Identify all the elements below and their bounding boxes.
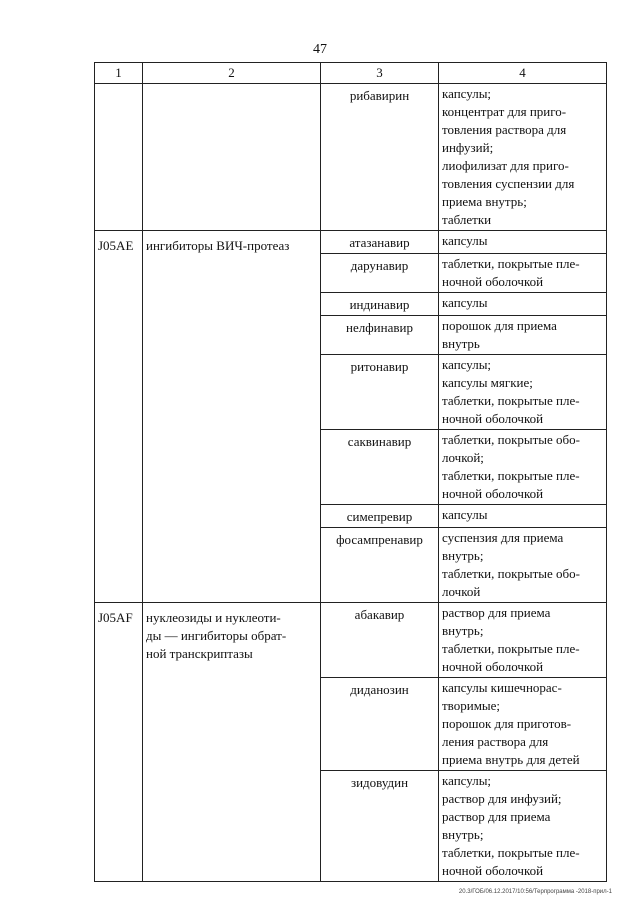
dosage-forms: [439, 293, 607, 316]
form-line: внутрь: [442, 336, 480, 351]
group-name-line: ды — ингибиторы обрат-: [146, 628, 287, 643]
drug-name: абакавир: [321, 603, 439, 678]
form-line: таблетки, покрытые пле-: [442, 845, 580, 860]
group-name-line: ной транскриптазы: [146, 646, 253, 661]
form-line: таблетки: [442, 212, 492, 227]
drug-name: ритонавир: [321, 355, 439, 430]
form-line: ночной оболочкой: [442, 411, 544, 426]
form-line: капсулы;: [442, 773, 492, 788]
table-row: [95, 84, 607, 231]
form-line: ночной оболочкой: [442, 486, 544, 501]
form-line: таблетки, покрытые пле-: [442, 468, 580, 483]
header-col-1: 1: [95, 63, 143, 84]
dosage-forms: [439, 430, 607, 505]
form-line: порошок для приема: [442, 318, 557, 333]
drug-table: [94, 62, 607, 882]
form-line: творимые;: [442, 698, 501, 713]
form-line: таблетки, покрытые обо-: [442, 432, 580, 447]
form-line: ночной оболочкой: [442, 659, 544, 674]
dosage-forms: [439, 254, 607, 293]
form-line: раствор для приема: [442, 809, 551, 824]
drug-name: индинавир: [321, 293, 439, 316]
form-line: суспензия для приема: [442, 530, 564, 545]
form-line: таблетки, покрытые обо-: [442, 566, 580, 581]
header-col-4: 4: [439, 63, 607, 84]
form-line: раствор для приема: [442, 605, 551, 620]
form-line: ночной оболочкой: [442, 863, 544, 878]
form-line: ления раствора для: [442, 734, 549, 749]
dosage-forms: [439, 231, 607, 254]
table-row: [95, 231, 607, 254]
drug-name: рибавирин: [321, 84, 439, 231]
form-line: внутрь;: [442, 827, 484, 842]
form-line: внутрь;: [442, 548, 484, 563]
form-line: лочкой: [442, 584, 481, 599]
dosage-forms: [439, 84, 607, 231]
form-line: товления раствора для: [442, 122, 567, 137]
form-line: порошок для приготов-: [442, 716, 572, 731]
drug-name: атазанавир: [321, 231, 439, 254]
dosage-forms: [439, 528, 607, 603]
form-line: концентрат для приго-: [442, 104, 567, 119]
form-line: капсулы мягкие;: [442, 375, 533, 390]
dosage-forms: [439, 771, 607, 882]
drug-name: саквинавир: [321, 430, 439, 505]
form-line: капсулы: [442, 507, 488, 522]
dosage-forms: [439, 603, 607, 678]
dosage-forms: [439, 505, 607, 528]
form-line: приема внутрь;: [442, 194, 527, 209]
dosage-forms: [439, 678, 607, 771]
form-line: таблетки, покрытые пле-: [442, 256, 580, 271]
form-line: товления суспензии для: [442, 176, 575, 191]
form-line: лочкой;: [442, 450, 484, 465]
dosage-forms: [439, 355, 607, 430]
dosage-forms: [439, 316, 607, 355]
group-name-line: нуклеозиды и нуклеоти-: [146, 610, 281, 625]
drug-name: дарунавир: [321, 254, 439, 293]
drug-name: нелфинавир: [321, 316, 439, 355]
group-name: ингибиторы ВИЧ-протеаз: [143, 231, 321, 603]
form-line: внутрь;: [442, 623, 484, 638]
document-footer: 20.3/ГОБ/06.12.2017/10:56/Терпрограмма -2018-прил-1: [458, 889, 612, 895]
atc-code: J05AF: [95, 603, 143, 882]
header-col-3: 3: [321, 63, 439, 84]
form-line: капсулы: [442, 233, 488, 248]
header-col-2: 2: [143, 63, 321, 84]
form-line: инфузий;: [442, 140, 494, 155]
form-line: капсулы кишечнорас-: [442, 680, 562, 695]
drug-name: фосампренавир: [321, 528, 439, 603]
drug-name: симепревир: [321, 505, 439, 528]
page-number: 47: [313, 42, 327, 57]
drug-name: диданозин: [321, 678, 439, 771]
form-line: таблетки, покрытые пле-: [442, 641, 580, 656]
table-row: [95, 603, 607, 678]
code-cell: [95, 84, 143, 231]
form-line: таблетки, покрытые пле-: [442, 393, 580, 408]
form-line: капсулы;: [442, 357, 492, 372]
group-cell: [143, 84, 321, 231]
form-line: раствор для инфузий;: [442, 791, 562, 806]
form-line: лиофилизат для приго-: [442, 158, 569, 173]
form-line: приема внутрь для детей: [442, 752, 580, 767]
form-line: капсулы: [442, 295, 488, 310]
atc-code: J05AE: [95, 231, 143, 603]
form-line: ночной оболочкой: [442, 274, 544, 289]
header-row: [95, 63, 607, 84]
group-name: [143, 603, 321, 882]
form-line: капсулы;: [442, 86, 492, 101]
drug-name: зидовудин: [321, 771, 439, 882]
